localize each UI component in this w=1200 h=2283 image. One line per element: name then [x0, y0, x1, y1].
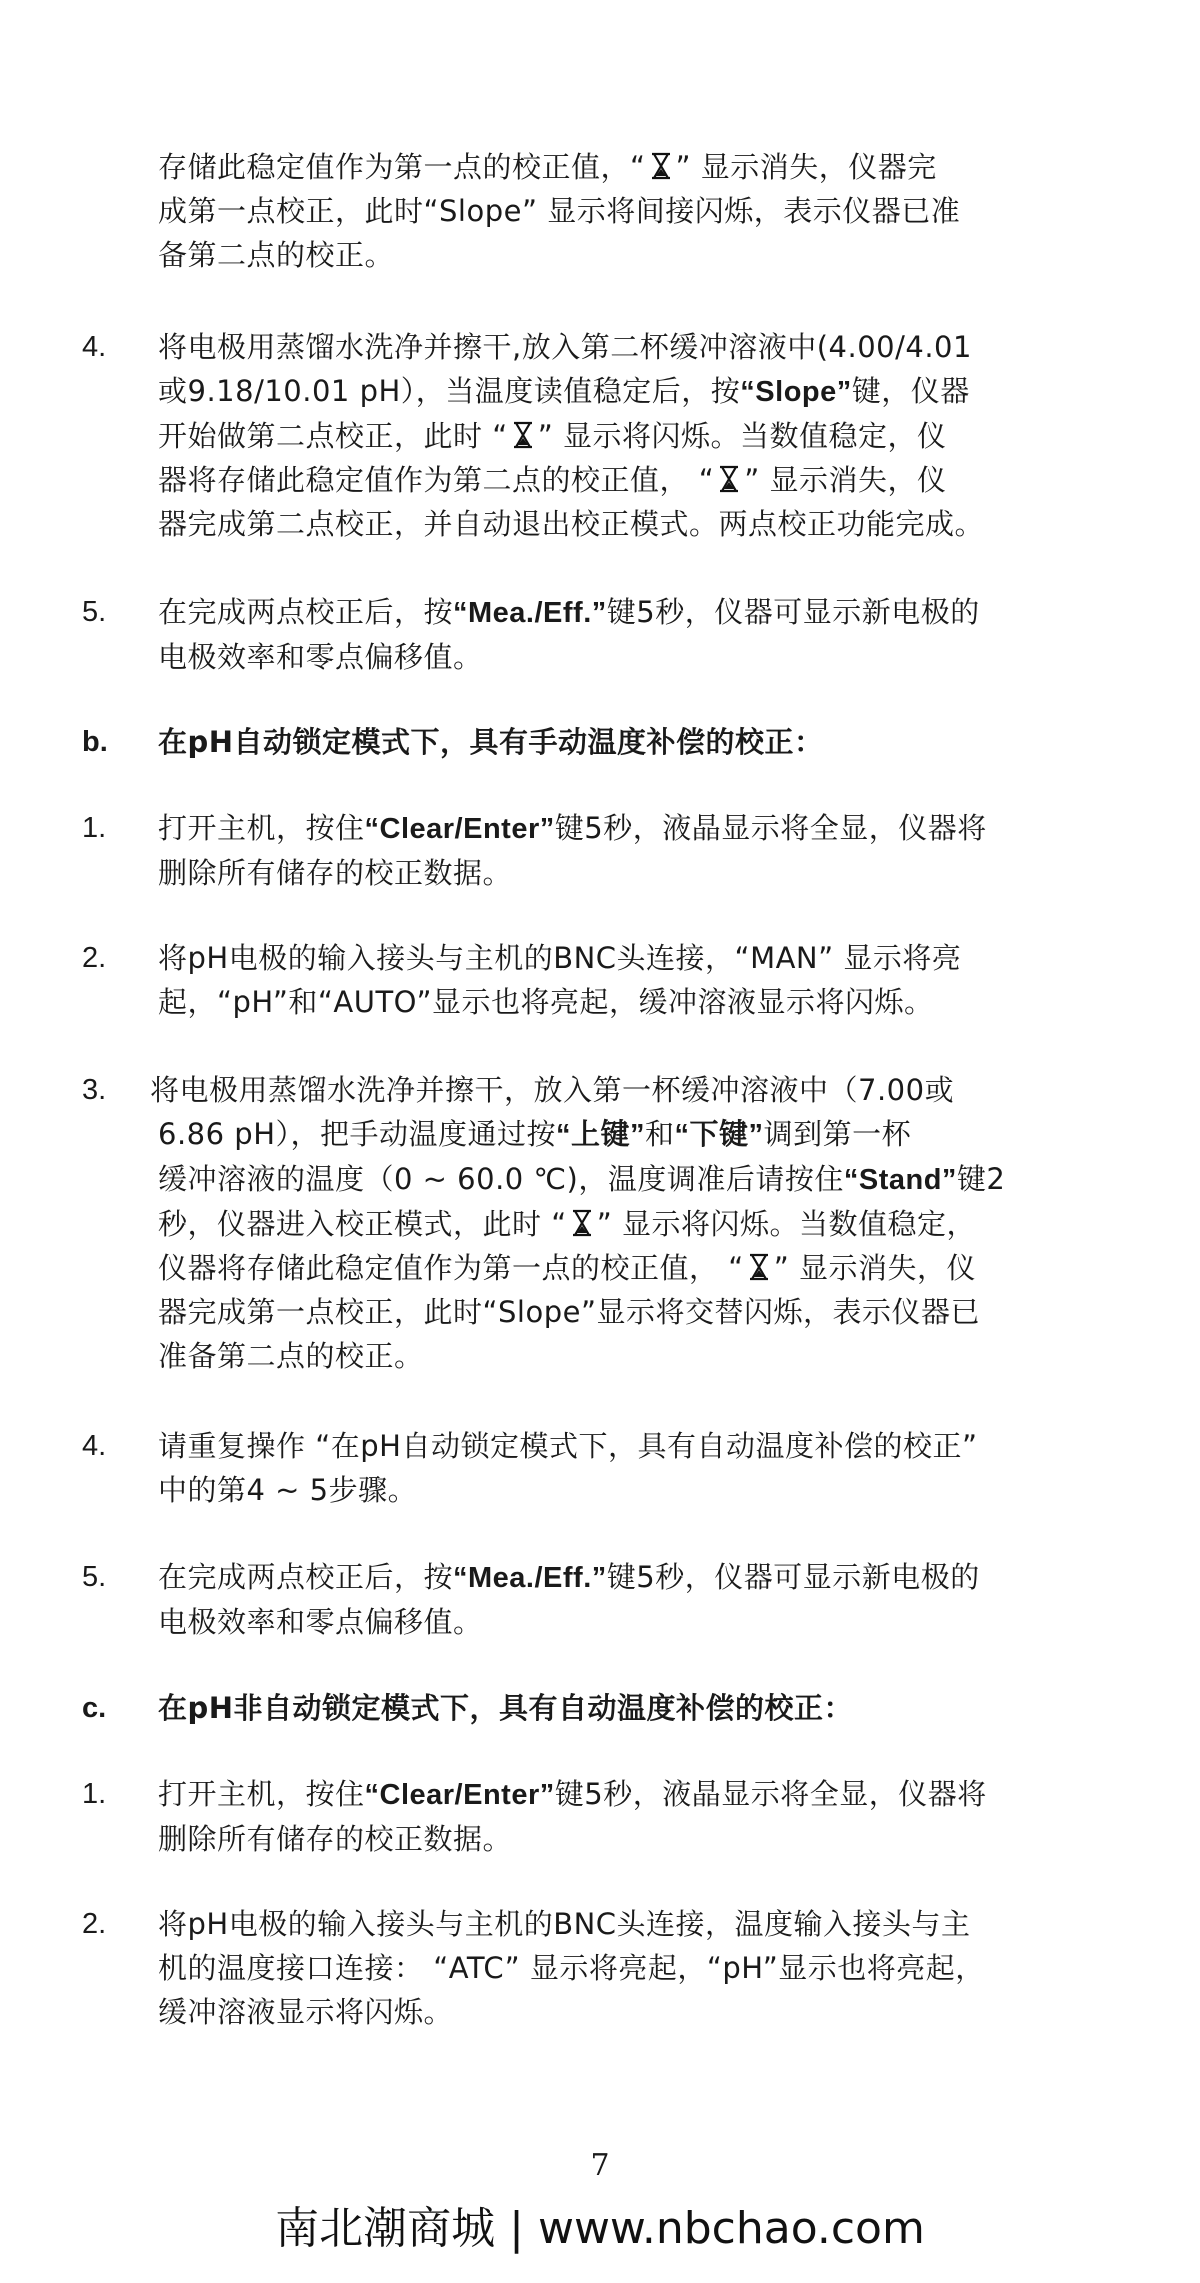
item-number: 2. [82, 942, 107, 974]
text: 键5秒，液晶显示将全显，仪器将 [554, 811, 987, 845]
item-number: 3. [82, 1074, 107, 1106]
text: 键2 [956, 1162, 1006, 1196]
text: 调到第一杯 [763, 1117, 912, 1151]
hourglass-icon [746, 1252, 772, 1282]
text: 起，“pH”和“AUTO”显示也将亮起，缓冲溶液显示将闪烁。 [158, 985, 934, 1019]
text: 电极效率和零点偏移值。 [158, 640, 483, 674]
list-item [82, 590, 1142, 679]
text: ” 显示消失，仪 [773, 1251, 976, 1285]
list-item [82, 1424, 1142, 1512]
text: 电极效率和零点偏移值。 [158, 1605, 483, 1639]
text: 打开主机，按住 [158, 1777, 365, 1811]
key-name: “Mea./Eff.” [453, 1562, 607, 1594]
text: 将电极用蒸馏水洗净并擦干,放入第二杯缓冲溶液中(4.00/4.01 [158, 330, 972, 364]
hourglass-icon [716, 464, 742, 494]
text: 键5秒，液晶显示将全显，仪器将 [554, 1777, 987, 1811]
hourglass-icon [510, 420, 536, 450]
key-name: “上键” [556, 1119, 646, 1151]
text: 将pH电极的输入接头与主机的BNC头连接，“MAN” 显示将亮 [158, 941, 962, 975]
text: 中的第4 ~ 5步骤。 [158, 1473, 418, 1507]
key-name: “Clear/Enter” [364, 1779, 555, 1811]
item-number: 5. [82, 596, 107, 628]
item-number: 2. [82, 1908, 107, 1940]
list-item [82, 936, 1142, 1024]
item-number: 4. [82, 331, 107, 363]
list-item [82, 806, 1142, 895]
hourglass-icon [569, 1208, 595, 1238]
text: 删除所有储存的校正数据。 [158, 856, 513, 890]
text: ” 显示将闪烁。当数值稳定，仪 [537, 419, 947, 453]
list-item [82, 1772, 1142, 1861]
text: 器完成第一点校正，此时“Slope”显示将交替闪烁，表示仪器已 [158, 1295, 981, 1329]
site-watermark[interactable]: 南北潮商城 | www.nbchao.com [275, 2203, 925, 2254]
text: 在完成两点校正后，按 [158, 1560, 454, 1594]
text: 缓冲溶液显示将闪烁。 [158, 1995, 454, 2029]
item-number: 4. [82, 1430, 107, 1462]
key-name: “Slope” [740, 376, 852, 408]
list-item [82, 1902, 1142, 2034]
text: 准备第二点的校正。 [158, 1339, 424, 1373]
text: 键5秒，仪器可显示新电极的 [606, 1560, 980, 1594]
text: ” 显示将闪烁。当数值稳定， [596, 1207, 976, 1241]
hourglass-icon [648, 151, 674, 181]
text: 或9.18/10.01 pH），当温度读值稳定后，按 [158, 374, 741, 408]
text: 键5秒，仪器可显示新电极的 [606, 595, 980, 629]
section-heading [82, 1686, 1142, 1730]
key-name: “Clear/Enter” [364, 813, 555, 845]
list-item [82, 1068, 1142, 1378]
section-letter: b. [82, 726, 108, 758]
list-item [82, 1555, 1142, 1644]
text: 备第二点的校正。 [158, 238, 395, 272]
item-number: 5. [82, 1561, 107, 1593]
text: 器将存储此稳定值作为第二点的校正值， “ [158, 463, 715, 497]
text: 秒，仪器进入校正模式，此时 “ [158, 1207, 567, 1241]
key-name: “Mea./Eff.” [453, 597, 607, 629]
text: ” 显示消失，仪器完 [675, 150, 937, 184]
text: 将电极用蒸馏水洗净并擦干，放入第一杯缓冲溶液中（7.00或 [150, 1073, 955, 1107]
text: 机的温度接口连接： “ATC” 显示将亮起，“pH”显示也将亮起， [158, 1951, 985, 1985]
item-number: 1. [82, 812, 107, 844]
item-number: 1. [82, 1778, 107, 1810]
text: 缓冲溶液的温度（0 ~ 60.0 ℃)，温度调准后请按住 [158, 1162, 844, 1196]
key-name: “下键” [674, 1119, 764, 1151]
text: 和 [645, 1117, 675, 1151]
section-title: 在pH非自动锁定模式下，具有自动温度补偿的校正： [158, 1691, 854, 1725]
text: ” 显示消失，仪 [744, 463, 947, 497]
text: 打开主机，按住 [158, 811, 365, 845]
text: 在完成两点校正后，按 [158, 595, 454, 629]
text: 将pH电极的输入接头与主机的BNC头连接，温度输入接头与主 [158, 1907, 971, 1941]
list-item [82, 325, 1142, 546]
page-number: 7 [590, 2148, 610, 2183]
text: 请重复操作 “在pH自动锁定模式下，具有自动温度补偿的校正” [158, 1429, 978, 1463]
text: 开始做第二点校正，此时 “ [158, 419, 508, 453]
text: 成第一点校正，此时“Slope” 显示将间接闪烁，表示仪器已准 [158, 194, 961, 228]
text: 6.86 pH），把手动温度通过按 [158, 1117, 557, 1151]
text: 器完成第二点校正，并自动退出校正模式。两点校正功能完成。 [158, 507, 985, 541]
text: 键，仪器 [851, 374, 970, 408]
section-letter: c. [82, 1692, 107, 1724]
section-heading [82, 720, 1142, 764]
section-title: 在pH自动锁定模式下，具有手动温度补偿的校正： [158, 725, 824, 759]
key-name: “Stand” [843, 1164, 957, 1196]
text: 仪器将存储此稳定值作为第一点的校正值， “ [158, 1251, 744, 1285]
text: 删除所有储存的校正数据。 [158, 1822, 513, 1856]
continued-paragraph [82, 145, 1142, 277]
text: 存储此稳定值作为第一点的校正值，“ [158, 150, 646, 184]
